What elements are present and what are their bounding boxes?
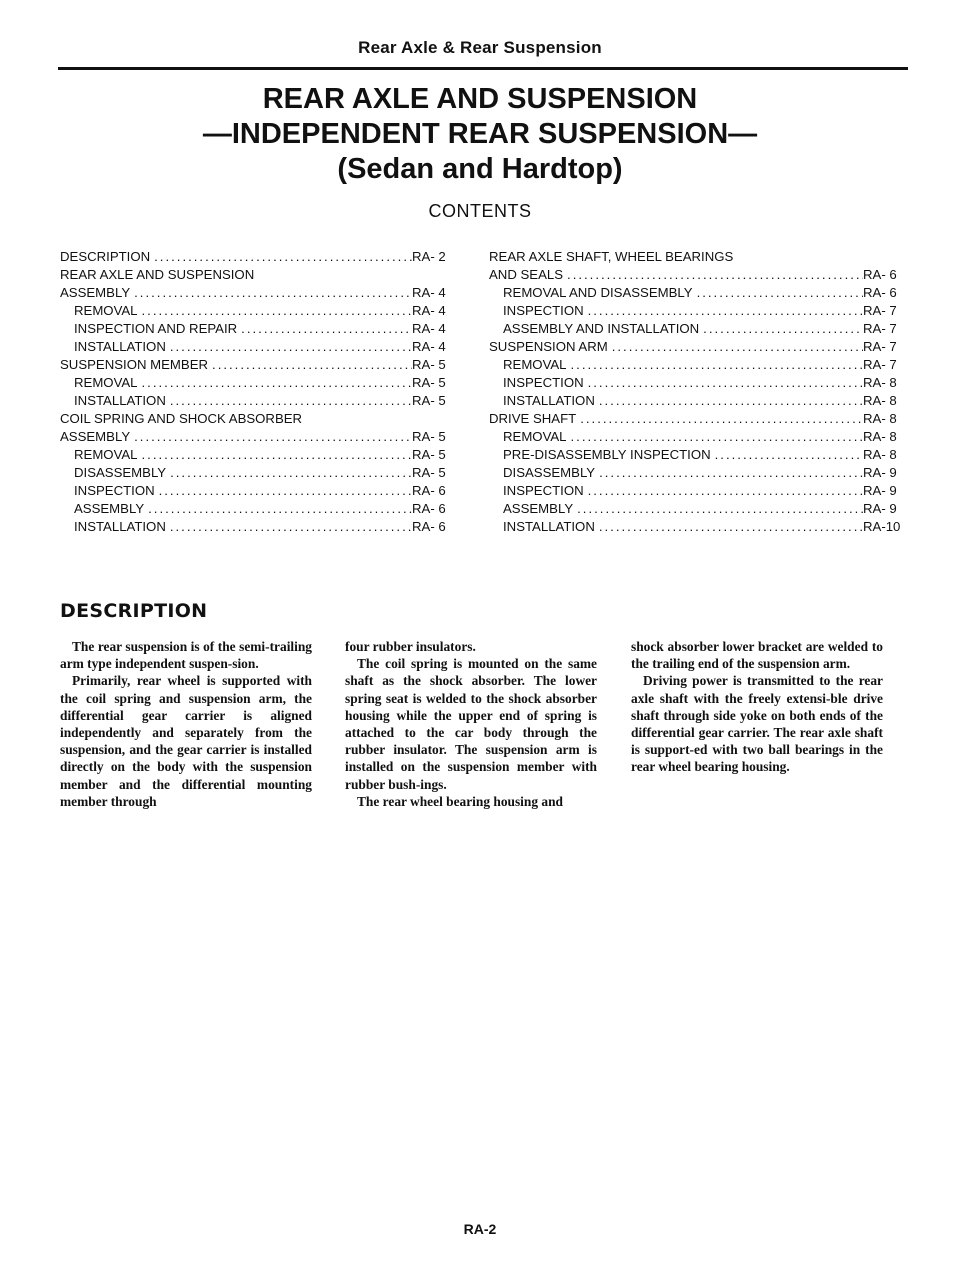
toc-leader-dots xyxy=(584,482,863,500)
toc-leader-dots xyxy=(237,320,412,338)
toc-entry-page: RA- 7 xyxy=(863,357,897,372)
toc-entry-page: RA- 5 xyxy=(412,393,446,408)
toc-entry[interactable] xyxy=(489,284,909,302)
toc-entry[interactable] xyxy=(489,356,909,374)
toc-entry-label: INSPECTION xyxy=(74,483,155,498)
toc-entry[interactable] xyxy=(489,374,909,392)
toc-entry-page: RA- 9 xyxy=(863,501,897,516)
toc-leader-dots xyxy=(563,266,863,284)
toc-entry[interactable] xyxy=(489,446,909,464)
toc-entry-page: RA- 5 xyxy=(412,429,446,444)
toc-leader-dots xyxy=(693,284,863,302)
toc-entry-label: DRIVE SHAFT xyxy=(489,411,577,426)
toc-entry-label: REAR AXLE SHAFT, WHEEL BEARINGS xyxy=(489,249,734,264)
toc-leader-dots xyxy=(573,500,863,518)
toc-entry-page: RA- 7 xyxy=(863,303,897,318)
toc-entry-label: DISASSEMBLY xyxy=(74,465,167,480)
toc-leader-dots xyxy=(584,374,863,392)
paragraph: The coil spring is mounted on the same shaft as the shock absorber. The lower spring seat is welded to the shock absorber housing while the upper end of spring is attached to the car body through the rubber insulator. The suspension arm is installed on the suspension member with rubber bush-ings. xyxy=(345,656,597,792)
toc-entry[interactable] xyxy=(60,320,458,338)
toc-entry-label: COIL SPRING AND SHOCK ABSORBER xyxy=(60,411,303,426)
toc-entry[interactable] xyxy=(60,266,458,284)
toc-entry[interactable] xyxy=(489,392,909,410)
toc-leader-dots xyxy=(166,392,412,410)
toc-entry[interactable] xyxy=(489,248,909,266)
toc-entry-label: REMOVAL xyxy=(503,357,567,372)
toc-leader-dots xyxy=(567,428,863,446)
toc-entry[interactable] xyxy=(60,338,458,356)
paragraph: The rear suspension is of the semi-trailing arm type independent suspen-sion. xyxy=(60,639,312,672)
toc-entry[interactable] xyxy=(60,356,458,374)
toc-entry-label: DISASSEMBLY xyxy=(503,465,596,480)
toc-leader-dots xyxy=(254,266,412,284)
toc-entry-label: REMOVAL xyxy=(503,429,567,444)
toc-entry[interactable] xyxy=(489,464,909,482)
toc-entry-label: PRE-DISASSEMBLY INSPECTION xyxy=(503,447,711,462)
toc-leader-dots xyxy=(166,338,412,356)
toc-leader-dots xyxy=(595,392,863,410)
toc-left-column xyxy=(60,248,458,536)
toc-entry-page: RA- 8 xyxy=(863,411,897,426)
toc-entry[interactable] xyxy=(60,446,458,464)
toc-entry[interactable] xyxy=(60,500,458,518)
toc-entry-label: ASSEMBLY AND INSTALLATION xyxy=(503,321,700,336)
toc-leader-dots xyxy=(166,464,412,482)
toc-leader-dots xyxy=(166,518,412,536)
toc-entry-label: REMOVAL xyxy=(74,303,138,318)
toc-entry-label: INSTALLATION xyxy=(503,519,595,534)
toc-leader-dots xyxy=(595,464,863,482)
toc-entry-page: RA- 6 xyxy=(412,501,446,516)
toc-leader-dots xyxy=(130,284,412,302)
toc-entry-page: RA- 6 xyxy=(412,483,446,498)
toc-entry[interactable] xyxy=(60,482,458,500)
running-head: Rear Axle & Rear Suspension xyxy=(358,38,602,57)
toc-entry-page: RA- 4 xyxy=(412,339,446,354)
toc-entry-page: RA- 5 xyxy=(412,375,446,390)
toc-entry[interactable] xyxy=(60,248,458,266)
toc-entry-label: ASSEMBLY xyxy=(60,285,131,300)
toc-entry-label: INSPECTION xyxy=(503,483,584,498)
toc-entry-label: DESCRIPTION xyxy=(60,249,151,264)
paragraph: Primarily, rear wheel is supported with the coil spring and suspension arm, the differential gear carrier is aligned independently and separately from the suspension, and the gear carrier is installed directly on the body with the suspension member and the differential mounting member through xyxy=(60,673,312,809)
toc-entry-page: RA- 8 xyxy=(863,375,897,390)
toc-entry-label: INSTALLATION xyxy=(74,339,166,354)
toc-leader-dots xyxy=(130,428,412,446)
toc-entry-label: INSPECTION xyxy=(503,375,584,390)
toc-entry-page: RA- 8 xyxy=(863,447,897,462)
toc-leader-dots xyxy=(576,410,863,428)
toc-entry-label: INSTALLATION xyxy=(74,519,166,534)
toc-entry-page: RA- 5 xyxy=(412,465,446,480)
toc-right-column xyxy=(489,248,909,536)
toc-entry[interactable] xyxy=(60,392,458,410)
toc-entry[interactable] xyxy=(489,302,909,320)
toc-entry[interactable] xyxy=(60,410,458,428)
toc-entry-page: RA- 6 xyxy=(412,519,446,534)
toc-entry-page: RA-10 xyxy=(863,519,901,534)
toc-entry-label: INSPECTION xyxy=(503,303,584,318)
toc-entry-page: RA- 2 xyxy=(412,249,446,264)
toc-entry[interactable] xyxy=(60,464,458,482)
toc-entry-page: RA- 6 xyxy=(863,285,897,300)
description-column-2 xyxy=(345,638,597,810)
toc-entry-label: ASSEMBLY xyxy=(74,501,145,516)
toc-entry-label: ASSEMBLY xyxy=(503,501,574,516)
toc-entry-page: RA- 8 xyxy=(863,393,897,408)
toc-entry[interactable] xyxy=(489,266,909,284)
title-line-1: REAR AXLE AND SUSPENSION xyxy=(262,83,698,115)
toc-entry-page: RA- 4 xyxy=(412,285,446,300)
toc-entry-page: RA- 7 xyxy=(863,321,897,336)
toc-leader-dots xyxy=(595,518,863,536)
toc-entry-label: SUSPENSION ARM xyxy=(489,339,608,354)
toc-leader-dots xyxy=(584,302,863,320)
toc-leader-dots xyxy=(155,482,412,500)
toc-leader-dots xyxy=(150,248,412,266)
toc-entry[interactable] xyxy=(489,500,909,518)
paragraph: Driving power is transmitted to the rear axle shaft with the freely extensi-ble drive shaft through side yoke on both ends of the differential gear carrier. The rear axle shaft is support-ed with two ball bearings in the rear wheel bearing housing. xyxy=(631,673,883,775)
toc-entry[interactable] xyxy=(489,518,909,536)
toc-leader-dots xyxy=(144,500,412,518)
page-number: RA-2 xyxy=(463,1221,497,1237)
toc-entry-page: RA- 5 xyxy=(412,357,446,372)
toc-entry[interactable] xyxy=(489,428,909,446)
toc-entry-page xyxy=(412,266,458,284)
toc-leader-dots xyxy=(711,446,863,464)
description-column-3 xyxy=(631,638,883,776)
toc-entry-page: RA- 7 xyxy=(863,339,897,354)
description-column-1 xyxy=(60,638,312,810)
toc-entry-page xyxy=(863,248,909,266)
page-title xyxy=(0,82,960,187)
toc-entry-page xyxy=(412,410,458,428)
toc-entry-page: RA- 4 xyxy=(412,321,446,336)
toc-entry[interactable] xyxy=(60,374,458,392)
header-rule xyxy=(58,67,908,70)
toc-entry-page: RA- 9 xyxy=(863,465,897,480)
toc-entry[interactable] xyxy=(60,284,458,302)
toc-entry-label: REAR AXLE AND SUSPENSION xyxy=(60,267,255,282)
toc-entry-label: REMOVAL xyxy=(74,447,138,462)
paragraph: four rubber insulators. xyxy=(345,639,476,654)
toc-entry-label: SUSPENSION MEMBER xyxy=(60,357,209,372)
toc-entry[interactable] xyxy=(60,428,458,446)
toc-entry[interactable] xyxy=(489,482,909,500)
contents-heading: CONTENTS xyxy=(428,201,532,221)
toc-entry[interactable] xyxy=(60,302,458,320)
toc-leader-dots xyxy=(567,356,863,374)
paragraph: shock absorber lower bracket are welded to the trailing end of the suspension arm. xyxy=(631,639,883,672)
toc-entry-label: REMOVAL xyxy=(74,375,138,390)
title-line-2: —INDEPENDENT REAR SUSPENSION— xyxy=(202,118,758,150)
toc-entry-page: RA- 8 xyxy=(863,429,897,444)
toc-entry-page: RA- 9 xyxy=(863,483,897,498)
toc-leader-dots xyxy=(699,320,863,338)
toc-leader-dots xyxy=(138,302,412,320)
toc-entry-page: RA- 5 xyxy=(412,447,446,462)
toc-leader-dots xyxy=(733,248,863,266)
toc-entry-page: RA- 6 xyxy=(863,267,897,282)
toc-entry-label: REMOVAL AND DISASSEMBLY xyxy=(503,285,693,300)
toc-entry-label: INSTALLATION xyxy=(74,393,166,408)
toc-entry[interactable] xyxy=(489,410,909,428)
description-heading: DESCRIPTION xyxy=(60,600,208,622)
toc-leader-dots xyxy=(138,374,412,392)
toc-entry-label: ASSEMBLY xyxy=(60,429,131,444)
toc-entry-page: RA- 4 xyxy=(412,303,446,318)
toc-leader-dots xyxy=(608,338,863,356)
toc-entry[interactable] xyxy=(60,518,458,536)
toc-entry-label: INSPECTION AND REPAIR xyxy=(74,321,238,336)
paragraph: The rear wheel bearing housing and xyxy=(357,793,563,809)
toc-entry[interactable] xyxy=(489,320,909,338)
title-line-3: (Sedan and Hardtop) xyxy=(337,153,623,185)
toc-leader-dots xyxy=(208,356,412,374)
toc-leader-dots xyxy=(138,446,412,464)
toc-entry[interactable] xyxy=(489,338,909,356)
toc-entry-label: INSTALLATION xyxy=(503,393,595,408)
toc-entry-label: AND SEALS xyxy=(489,267,564,282)
toc-leader-dots xyxy=(302,410,412,428)
